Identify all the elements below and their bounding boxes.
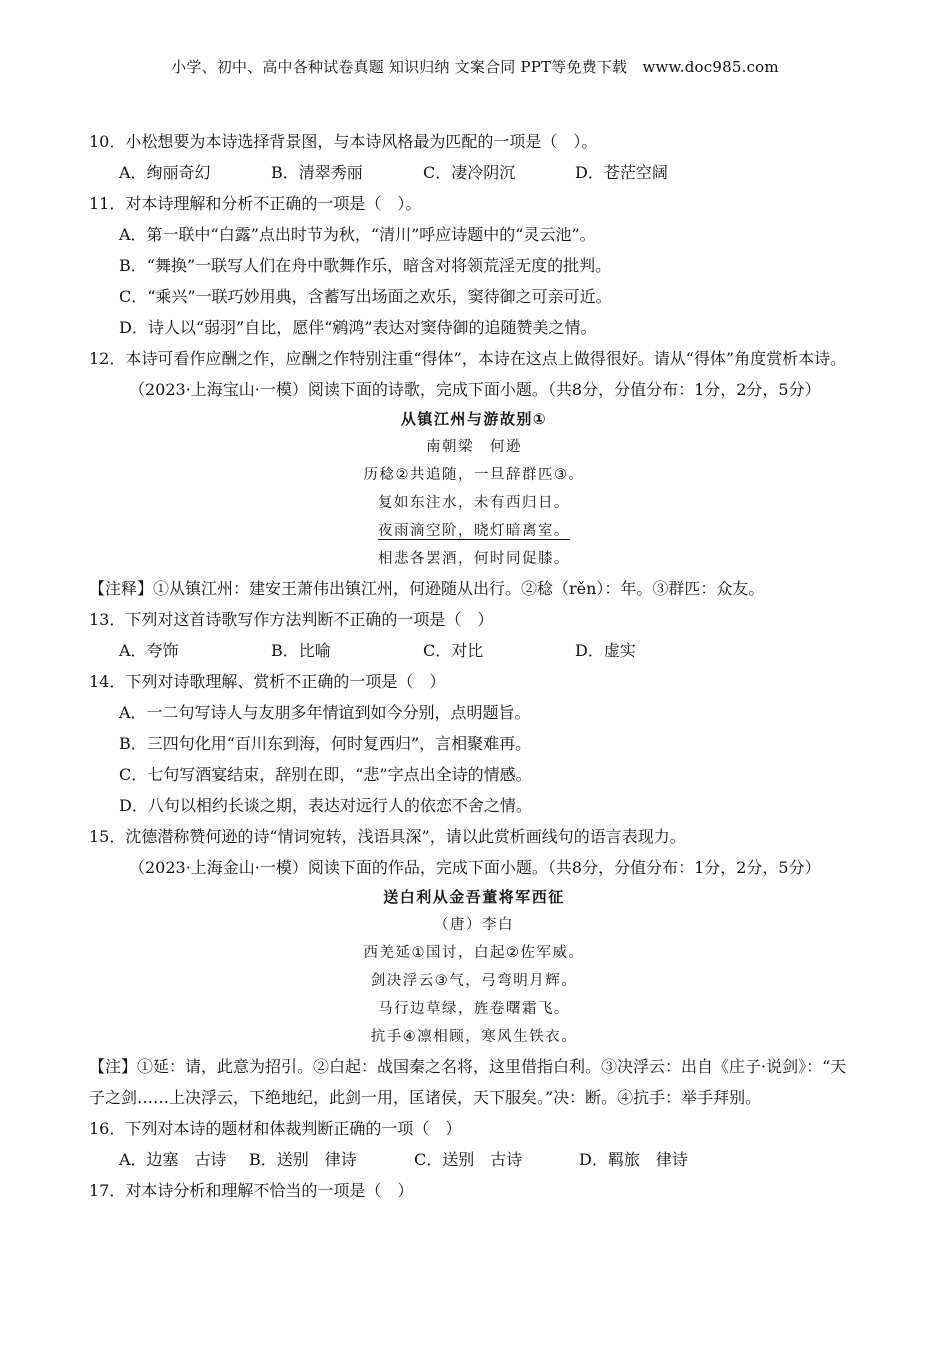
option-b: B．送别 律诗: [249, 1150, 357, 1169]
option-a: A．夸饰: [119, 641, 179, 660]
passage-2-poem-author: 南朝梁 何逊: [426, 439, 522, 455]
option-c: C．“乘兴”一联巧妙用典，含蓄写出场面之欢乐，窦待御之可亲可近。: [119, 287, 612, 306]
passage-2-poem-title: 从镇江州与游故别①: [400, 410, 548, 428]
question-13-options: [89, 635, 859, 666]
option-c: C．对比: [423, 641, 484, 660]
poem-line: 西羌延①国讨，白起②佐军威。: [363, 945, 585, 961]
option-a: A．第一联中“白露”点出时节为秋，“清川”呼应诗题中的“灵云池”。: [119, 225, 596, 244]
question-12-stem: 12．本诗可看作应酬之作，应酬之作特别注重“得体”，本诗在这点上做得很好。请从“得体”角度赏析本诗。: [89, 349, 847, 368]
option-b: B．比喻: [271, 641, 331, 660]
option-c: C．送别 古诗: [414, 1150, 523, 1169]
poem-line: 抗手④凛相顾，寒风生铁衣。: [370, 1029, 578, 1045]
question-13-stem: 13．下列对这首诗歌写作方法判断不正确的一项是（ ）: [89, 610, 494, 629]
option-b: B．三四句化用“百川东到海，何时复西归”，言相聚难再。: [119, 734, 532, 753]
option-c: C．七句写酒宴结束，辞别在即，“悲”字点出全诗的情感。: [119, 765, 532, 784]
poem-line-underlined: [89, 517, 859, 545]
option-d: D．苍茫空阔: [575, 163, 668, 182]
poem-line: 相悲各罢酒，何时同促膝。: [378, 551, 570, 567]
option-b: B．“舞换”一联写人们在舟中歌舞作乐，暗含对将领荒淫无度的批判。: [119, 256, 612, 275]
option-c: C．凄冷阴沉: [423, 163, 516, 182]
passage-2-intro: （2023·上海宝山·一模）阅读下面的诗歌，完成下面小题。（共8分，分值分布：1分，2分，5分）: [129, 380, 821, 399]
option-a: A．边塞 古诗: [119, 1150, 227, 1169]
option-a: A．一二句写诗人与友朋多年情谊到如今分别，点明题旨。: [119, 703, 531, 722]
option-d: D．虚实: [575, 641, 636, 660]
question-10-options: [89, 157, 859, 188]
option-d: D．八句以相约长谈之期，表达对远行人的依恋不舍之情。: [119, 796, 532, 815]
poem-line: 复如东注水，未有西归日。: [378, 495, 570, 511]
passage-3-poem-title: 送白利从金吾董将军西征: [383, 888, 565, 906]
question-17-stem: 17．对本诗分析和理解不恰当的一项是（ ）: [89, 1181, 414, 1200]
poem-line: 历稔②共追随，一旦辞群匹③。: [363, 467, 585, 483]
passage-2-note: 【注释】①从镇江州：建安王萧伟出镇江州，何逊随从出行。②稔（rěn）：年。③群匹：众友。: [89, 579, 765, 598]
page-header: 小学、初中、高中各种试卷真题 知识归纳 文案合同 PPT等免费下载 www.doc985.com: [171, 58, 779, 76]
underlined-text: 夜雨滴空阶，晓灯暗离室。: [378, 523, 570, 539]
option-a: A．绚丽奇幻: [119, 163, 211, 182]
passage-3-intro: （2023·上海金山·一模）阅读下面的作品，完成下面小题。（共8分，分值分布：1分，2分，5分）: [129, 858, 821, 877]
exam-content: [89, 126, 859, 1206]
passage-3-note: 【注】①延：请，此意为招引。②白起：战国秦之名将，这里借指白利。③决浮云：出自《庄子·说剑》：“天子之剑……上决浮云，下绝地纪，此剑一用，匡诸侯，天下服矣。”决：断。④抗手：举手拜别。: [89, 1057, 847, 1107]
option-d: D．诗人以“弱羽”自比，愿伴“鹓鸿”表达对窦侍御的追随赞美之情。: [119, 318, 597, 337]
question-16-stem: 16．下列对本诗的题材和体裁判断正确的一项（ ）: [89, 1119, 462, 1138]
question-15-stem: 15．沈德潜称赞何逊的诗“情词宛转，浅语具深”，请以此赏析画线句的语言表现力。: [89, 827, 686, 846]
question-16-options: [89, 1144, 859, 1175]
question-14-stem: 14．下列对诗歌理解、赏析不正确的一项是（ ）: [89, 672, 446, 691]
poem-line: 马行边草绿，旌卷曙霜飞。: [378, 1001, 570, 1017]
option-b: B．清翠秀丽: [271, 163, 363, 182]
option-d: D．羁旅 律诗: [579, 1150, 688, 1169]
question-10-stem: 10．小松想要为本诗选择背景图，与本诗风格最为匹配的一项是（ ）。: [89, 132, 598, 151]
poem-line: 剑决浮云③气，弓弯明月辉。: [370, 973, 578, 989]
passage-3-poem-author: （唐）李白: [434, 917, 514, 933]
question-11-stem: 11．对本诗理解和分析不正确的一项是（ ）。: [89, 194, 422, 213]
